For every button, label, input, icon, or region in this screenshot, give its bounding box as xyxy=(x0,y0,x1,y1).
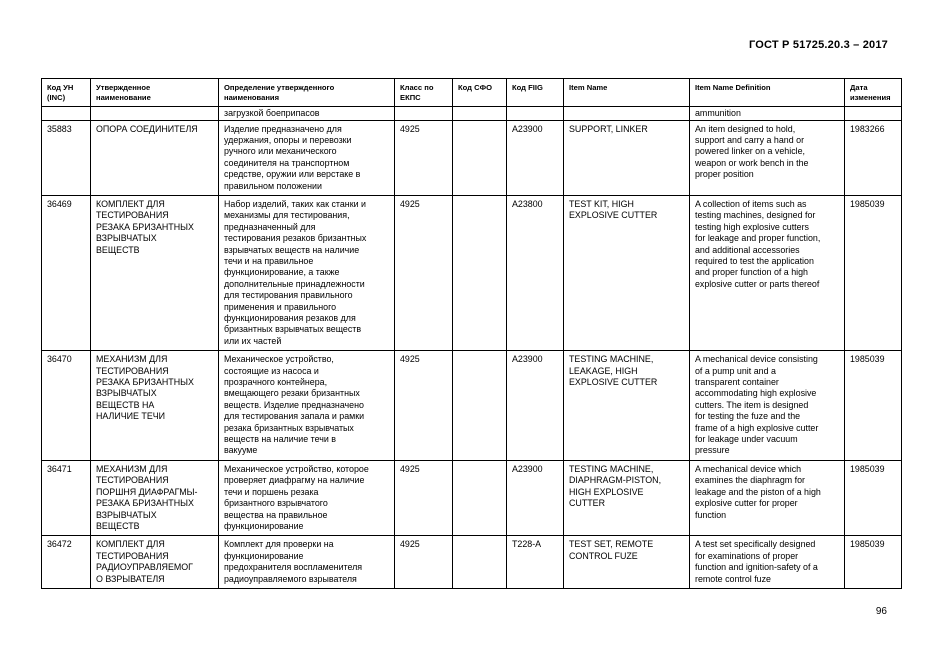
cell-ekps: 4925 xyxy=(395,120,453,195)
cell-ekps: 4925 xyxy=(395,195,453,350)
table-row xyxy=(42,195,902,350)
cell-sfo xyxy=(453,195,507,350)
cell-date: 1985039 xyxy=(845,351,902,461)
col-header-name: Утвержденное наименование xyxy=(91,79,219,107)
cell-ekps: 4925 xyxy=(395,460,453,535)
cell-item-definition: A mechanical device consisting of a pump unit and a transparent container accommodating high explosive cutters. The item is designed for testing the fuze and the frame of a high explosive cutter for leakage under vacuum pressure xyxy=(690,351,845,461)
cell-sfo xyxy=(453,107,507,121)
cell-ekps xyxy=(395,107,453,121)
col-header-ekps: Класс по ЕКПС xyxy=(395,79,453,107)
cell-date: 1985039 xyxy=(845,195,902,350)
cell-item-name xyxy=(564,107,690,121)
header-row xyxy=(42,79,902,107)
cell-name: МЕХАНИЗМ ДЛЯ ТЕСТИРОВАНИЯ ПОРШНЯ ДИАФРАГМЫ- РЕЗАКА БРИЗАНТНЫХ ВЗРЫВЧАТЫХ ВЕЩЕСТВ xyxy=(91,460,219,535)
cell-definition: Механическое устройство, состоящие из насоса и прозрачного контейнера, вмещающего резаки бризантных веществ. Изделие предназначено для тестирования запала и рамки резака бризантных взрывчатых веществ на наличие течи в вакууме xyxy=(219,351,395,461)
cell-inc: 36470 xyxy=(42,351,91,461)
cell-definition: Набор изделий, таких как станки и механизмы для тестирования, предназначенный для тестирования резаков бризантных взрывчатых веществ на наличие течи и на правильное функционирование, а также дополнительные принадлежности для тестирования правильного применения и правильного функционирования резаков для бризантных взрывчатых веществ или их частей xyxy=(219,195,395,350)
col-header-definition: Определение утвержденного наименования xyxy=(219,79,395,107)
cell-item-definition: ammunition xyxy=(690,107,845,121)
col-header-item-definition: Item Name Definition xyxy=(690,79,845,107)
cell-inc: 35883 xyxy=(42,120,91,195)
cell-fiig: A23800 xyxy=(507,195,564,350)
document-id: ГОСТ Р 51725.20.3 – 2017 xyxy=(748,39,888,51)
cell-date: 1985039 xyxy=(845,536,902,589)
cell-definition: загрузкой боеприпасов xyxy=(219,107,395,121)
continuation-row xyxy=(42,107,902,121)
cell-item-definition: A collection of items such as testing machines, designed for testing high explosive cutters for leakage and proper function, and additional accessories required to test the application and proper function of a high explosive cutter or parts thereof xyxy=(690,195,845,350)
table-row xyxy=(42,120,902,195)
cell-definition: Комплект для проверки на функционирование предохранителя воспламенителя радиоуправляемого взрывателя xyxy=(219,536,395,589)
cell-item-definition: An item designed to hold, support and carry a hand or powered linker on a vehicle, weapon or work bench in the proper position xyxy=(690,120,845,195)
cell-date: 1985039 xyxy=(845,460,902,535)
cell-item-name: TEST KIT, HIGH EXPLOSIVE CUTTER xyxy=(564,195,690,350)
col-header-inc: Код УН (INC) xyxy=(42,79,91,107)
cell-sfo xyxy=(453,120,507,195)
cell-inc: 36472 xyxy=(42,536,91,589)
table-row xyxy=(42,536,902,589)
cell-fiig: A23900 xyxy=(507,120,564,195)
cell-date: 1983266 xyxy=(845,120,902,195)
cell-item-name: TESTING MACHINE, DIAPHRAGM-PISTON, HIGH EXPLOSIVE CUTTER xyxy=(564,460,690,535)
col-header-date: Дата изменения xyxy=(845,79,902,107)
cell-definition: Изделие предназначено для удержания, опоры и перевозки ручного или механического соединителя на транспортном средстве, оружии или верстаке в правильном положении xyxy=(219,120,395,195)
cell-sfo xyxy=(453,536,507,589)
page-number: 96 xyxy=(875,606,887,617)
cell-name: ОПОРА СОЕДИНИТЕЛЯ xyxy=(91,120,219,195)
cell-inc: 36469 xyxy=(42,195,91,350)
cell-fiig: A23900 xyxy=(507,351,564,461)
cell-item-name: TESTING MACHINE, LEAKAGE, HIGH EXPLOSIVE CUTTER xyxy=(564,351,690,461)
cell-fiig: T228-A xyxy=(507,536,564,589)
cell-item-name: SUPPORT, LINKER xyxy=(564,120,690,195)
cell-sfo xyxy=(453,351,507,461)
cell-name: КОМПЛЕКТ ДЛЯ ТЕСТИРОВАНИЯ РАДИОУПРАВЛЯЕМОГ О ВЗРЫВАТЕЛЯ xyxy=(91,536,219,589)
col-header-fiig: Код FIIG xyxy=(507,79,564,107)
catalog-table xyxy=(41,78,902,589)
cell-fiig xyxy=(507,107,564,121)
cell-sfo xyxy=(453,460,507,535)
cell-name xyxy=(91,107,219,121)
col-header-item-name: Item Name xyxy=(564,79,690,107)
table-row xyxy=(42,460,902,535)
cell-inc: 36471 xyxy=(42,460,91,535)
cell-ekps: 4925 xyxy=(395,351,453,461)
cell-fiig: A23900 xyxy=(507,460,564,535)
cell-name: КОМПЛЕКТ ДЛЯ ТЕСТИРОВАНИЯ РЕЗАКА БРИЗАНТНЫХ ВЗРЫВЧАТЫХ ВЕЩЕСТВ xyxy=(91,195,219,350)
cell-item-definition: A test set specifically designed for examinations of proper function and ignition-safety of a remote control fuze xyxy=(690,536,845,589)
cell-item-name: TEST SET, REMOTE CONTROL FUZE xyxy=(564,536,690,589)
cell-inc xyxy=(42,107,91,121)
cell-name: МЕХАНИЗМ ДЛЯ ТЕСТИРОВАНИЯ РЕЗАКА БРИЗАНТНЫХ ВЗРЫВЧАТЫХ ВЕЩЕСТВ НА НАЛИЧИЕ ТЕЧИ xyxy=(91,351,219,461)
cell-date xyxy=(845,107,902,121)
cell-definition: Механическое устройство, которое проверяет диафрагму на наличие течи и поршень резака бризантного взрывчатого вещества на правильное функционирование xyxy=(219,460,395,535)
col-header-sfo: Код СФО xyxy=(453,79,507,107)
cell-ekps: 4925 xyxy=(395,536,453,589)
table-row xyxy=(42,351,902,461)
cell-item-definition: A mechanical device which examines the diaphragm for leakage and the piston of a high explosive cutter for proper function xyxy=(690,460,845,535)
